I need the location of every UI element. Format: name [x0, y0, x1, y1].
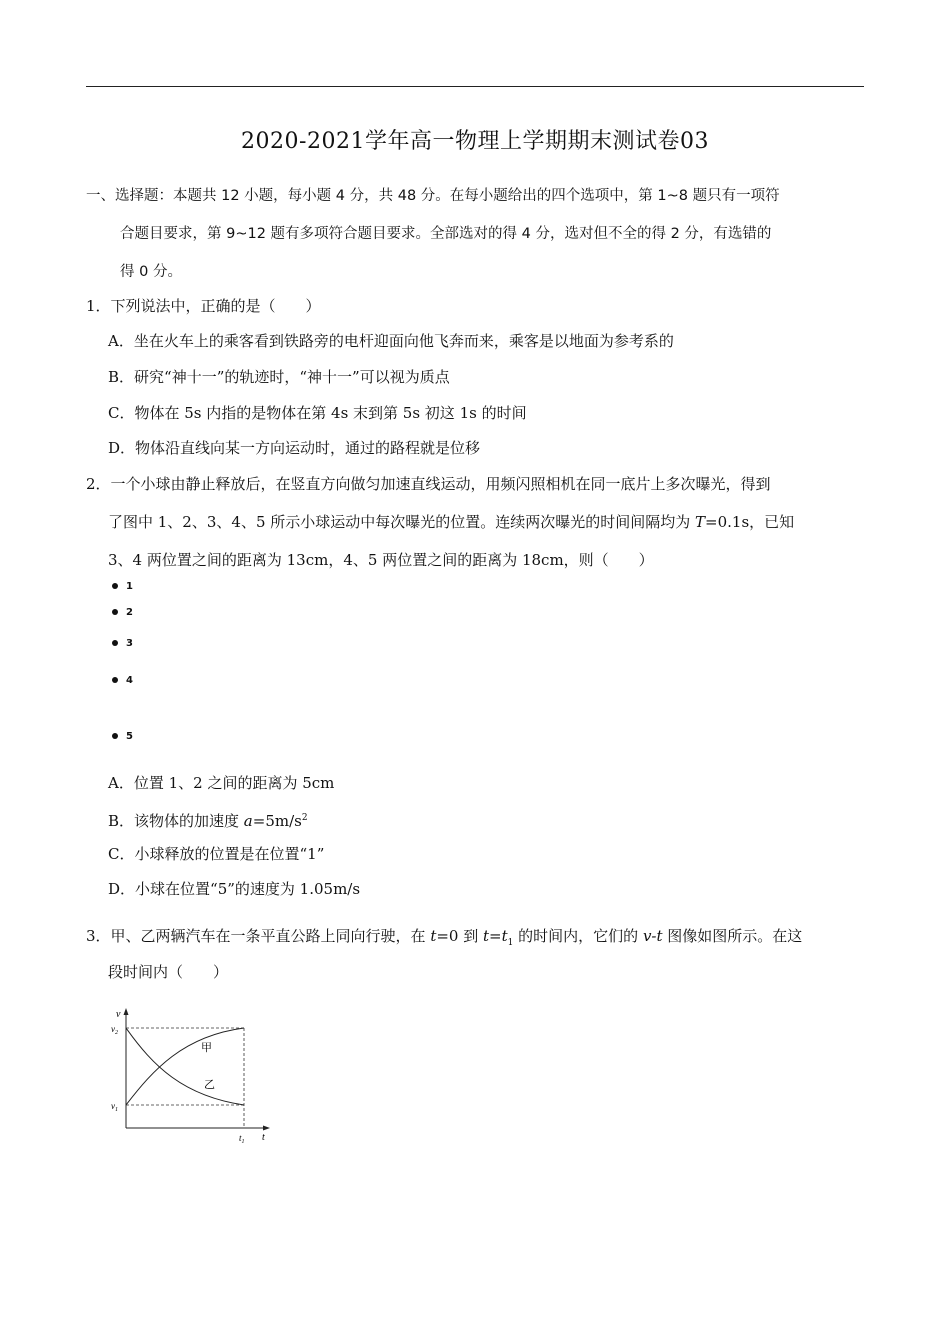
q1-option-d: D．物体沿直线向某一方向运动时，通过的路程就是位移: [108, 439, 481, 457]
section-instructions-line1: 一、选择题：本题共 12 小题，每小题 4 分，共 48 分。在每小题给出的四个选项中，第 1~8 题只有一项符: [86, 188, 780, 204]
q2-option-b: B．该物体的加速度 $a=5m/s^2$: [108, 812, 308, 830]
curve-yi: [126, 1028, 244, 1105]
page-title: 2020-2021学年高一物理上学期期末测试卷03: [241, 129, 709, 154]
yi-label: 乙: [204, 1078, 215, 1091]
q1-stem: 1．下列说法中，正确的是（ ）: [86, 297, 321, 315]
t-axis-arrow-icon: [263, 1126, 270, 1131]
section-instructions-line3: 得 0 分。: [120, 264, 182, 280]
ball-dot-icon: [112, 583, 118, 589]
q2-option-d: D．小球在位置“5”的速度为 1.05m/s: [108, 880, 361, 898]
q1-option-a: A．坐在火车上的乘客看到铁路旁的电杆迎面向他飞奔而来，乘客是以地面为参考系的: [108, 332, 674, 350]
q2-stem-line1: 2．一个小球由静止释放后，在竖直方向做匀加速直线运动，用频闪照相机在同一底片上多次曝光，得到: [86, 475, 771, 493]
v1-label: $v_1$: [111, 1101, 118, 1113]
q2-stem-line3: 3、4 两位置之间的距离为 13cm，4、5 两位置之间的距离为 18cm，则（ ）: [108, 551, 654, 569]
flash-position-5: 5: [112, 731, 133, 743]
ball-dot-icon: [112, 677, 118, 683]
q3-stem-line1: 3．甲、乙两辆汽车在一条平直公路上同向行驶，在 t=0 到 $t=t_1$ 的时间内，它们的 v-t 图像如图所示。在这: [86, 927, 803, 948]
q2-stem-line2: 了图中 1、2、3、4、5 所示小球运动中每次曝光的位置。连续两次曝光的时间间隔均为 T=0.1s，已知: [108, 513, 795, 531]
v2-label: $v_2$: [111, 1024, 118, 1036]
q1-option-c: C．物体在 5s 内指的是物体在第 4s 末到第 5s 初这 1s 的时间: [108, 404, 527, 422]
flash-position-2: 2: [112, 607, 133, 619]
t-axis-label: t: [262, 1132, 265, 1143]
flash-position-1: 1: [112, 581, 133, 593]
v-axis-label: v: [116, 1009, 121, 1020]
v-axis-arrow-icon: [124, 1008, 129, 1015]
ball-dot-icon: [112, 733, 118, 739]
q2-option-a: A．位置 1、2 之间的距离为 5cm: [108, 774, 335, 792]
header-rule: [86, 86, 864, 87]
vt-graph: [108, 1004, 278, 1149]
ball-dot-icon: [112, 609, 118, 615]
flash-position-4: 4: [112, 675, 133, 687]
jia-label: 甲: [201, 1041, 212, 1054]
q2-option-c: C．小球释放的位置是在位置“1”: [108, 845, 325, 863]
flash-position-3: 3: [112, 638, 133, 650]
q3-stem-line2: 段时间内（ ）: [108, 963, 229, 981]
ball-dot-icon: [112, 640, 118, 646]
section-instructions-line2: 合题目要求，第 9~12 题有多项符合题目要求。全部选对的得 4 分，选对但不全的得 2 分，有选错的: [120, 226, 772, 242]
q1-option-b: B．研究“神十一”的轨迹时，“神十一”可以视为质点: [108, 368, 450, 386]
t1-label: $t_1$: [239, 1133, 245, 1145]
curve-jia: [126, 1028, 244, 1105]
